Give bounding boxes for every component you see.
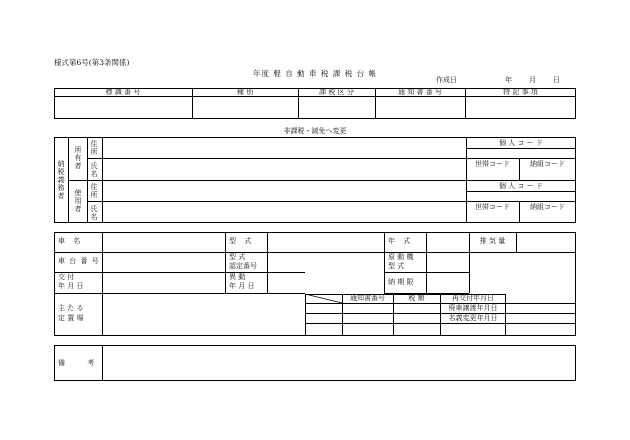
taxpayer-label: 納税義務者 xyxy=(57,160,65,200)
column-header-special-notes: 特 記 事 項 xyxy=(503,88,538,96)
model-field[interactable] xyxy=(268,233,383,252)
chassis-number-field[interactable] xyxy=(103,253,224,272)
created-year-label: 年 xyxy=(505,76,512,84)
storage-location-label-2: 定 置 場 xyxy=(58,314,84,322)
model-label: 型 式 xyxy=(229,237,255,245)
vehicle-name-label: 車 名 xyxy=(58,237,84,245)
certified-model-label-1: 型 式 xyxy=(229,253,246,261)
column-header-type: 種 別 xyxy=(236,88,254,96)
plate-number-cell[interactable] xyxy=(55,97,192,118)
name-change-date-header: 名義変更年月日 xyxy=(448,314,498,322)
engine-model-label-2: 型 式 xyxy=(388,262,405,270)
exemption-caption: 非課税・減免へ変更 xyxy=(283,127,347,135)
owner-personal-code-label: 個 人 コ ー ド xyxy=(499,139,543,147)
year-model-label: 年 式 xyxy=(388,237,414,245)
remarks-label: 備 考 xyxy=(58,359,105,367)
column-header-plate-number: 標 識 番 号 xyxy=(105,88,141,96)
chassis-number-label: 車 台 番 号 xyxy=(58,257,100,265)
user-address-label: 住所 xyxy=(90,183,98,199)
form-title: 年度 軽 自 動 車 税 課 税 台 帳 xyxy=(253,69,377,78)
user-label: 使用者 xyxy=(74,189,82,213)
payment-deadline-label: 納 期 限 xyxy=(388,278,414,286)
issue-date-field[interactable] xyxy=(103,273,224,293)
owner-name-field[interactable] xyxy=(103,159,465,180)
engine-model-field[interactable] xyxy=(427,253,468,272)
change-date-field[interactable] xyxy=(268,273,383,293)
type-cell[interactable] xyxy=(193,97,298,118)
reissue-date-header: 再交付年月日 xyxy=(452,294,494,302)
certified-model-label-2: 認定番号 xyxy=(229,262,257,270)
issue-date-label-2: 年 月 日 xyxy=(58,282,84,290)
owner-payment-group-code-label: 納組コード xyxy=(530,160,565,168)
column-header-tax-class: 課 税 区 分 xyxy=(319,88,354,96)
notice-number-header: 通知書番号 xyxy=(350,294,385,302)
engine-model-label-1: 原 動 機 xyxy=(388,253,414,261)
scrap-transfer-date-header: 廃車譲渡年月日 xyxy=(448,304,498,312)
created-day-label: 日 xyxy=(553,76,560,84)
created-date-label: 作成日 xyxy=(436,76,457,84)
issue-date-label-1: 交 付 xyxy=(58,273,75,281)
tax-class-cell[interactable] xyxy=(299,97,375,118)
user-address-field[interactable] xyxy=(103,181,465,201)
tax-amount-header: 税 額 xyxy=(408,294,425,302)
form-number: 様式第6号(第3条関係) xyxy=(54,58,130,67)
owner-name-label: 氏名 xyxy=(90,162,98,178)
storage-location-label-1: 主 た る xyxy=(58,304,84,312)
vehicle-name-field[interactable] xyxy=(103,233,224,252)
remarks-field[interactable] xyxy=(103,346,575,380)
storage-location-field[interactable] xyxy=(103,294,304,335)
year-model-field[interactable] xyxy=(427,233,468,252)
displacement-label: 排 気 量 xyxy=(479,237,506,245)
change-date-label-2: 年 月 日 xyxy=(229,282,255,290)
change-date-label-1: 異 動 xyxy=(229,273,246,281)
user-household-code-label: 世帯コード xyxy=(475,203,510,211)
user-payment-group-code-label: 納組コード xyxy=(530,203,565,211)
column-header-notice-number: 通 知 書 番 号 xyxy=(398,88,442,96)
displacement-field[interactable] xyxy=(517,233,575,252)
diagonal-line xyxy=(305,294,342,303)
owner-address-field[interactable] xyxy=(103,138,465,158)
payment-deadline-field[interactable] xyxy=(427,273,468,293)
user-personal-code-label: 個 人 コ ー ド xyxy=(499,182,543,190)
special-notes-cell[interactable] xyxy=(466,97,575,118)
owner-label: 所有者 xyxy=(74,146,82,170)
user-name-label: 氏名 xyxy=(90,205,98,221)
owner-address-label: 住所 xyxy=(90,140,98,156)
certified-model-field[interactable] xyxy=(268,253,383,272)
user-name-field[interactable] xyxy=(103,202,465,222)
owner-household-code-label: 世帯コード xyxy=(475,160,510,168)
created-month-label: 月 xyxy=(529,76,536,84)
notice-number-cell[interactable] xyxy=(376,97,465,118)
